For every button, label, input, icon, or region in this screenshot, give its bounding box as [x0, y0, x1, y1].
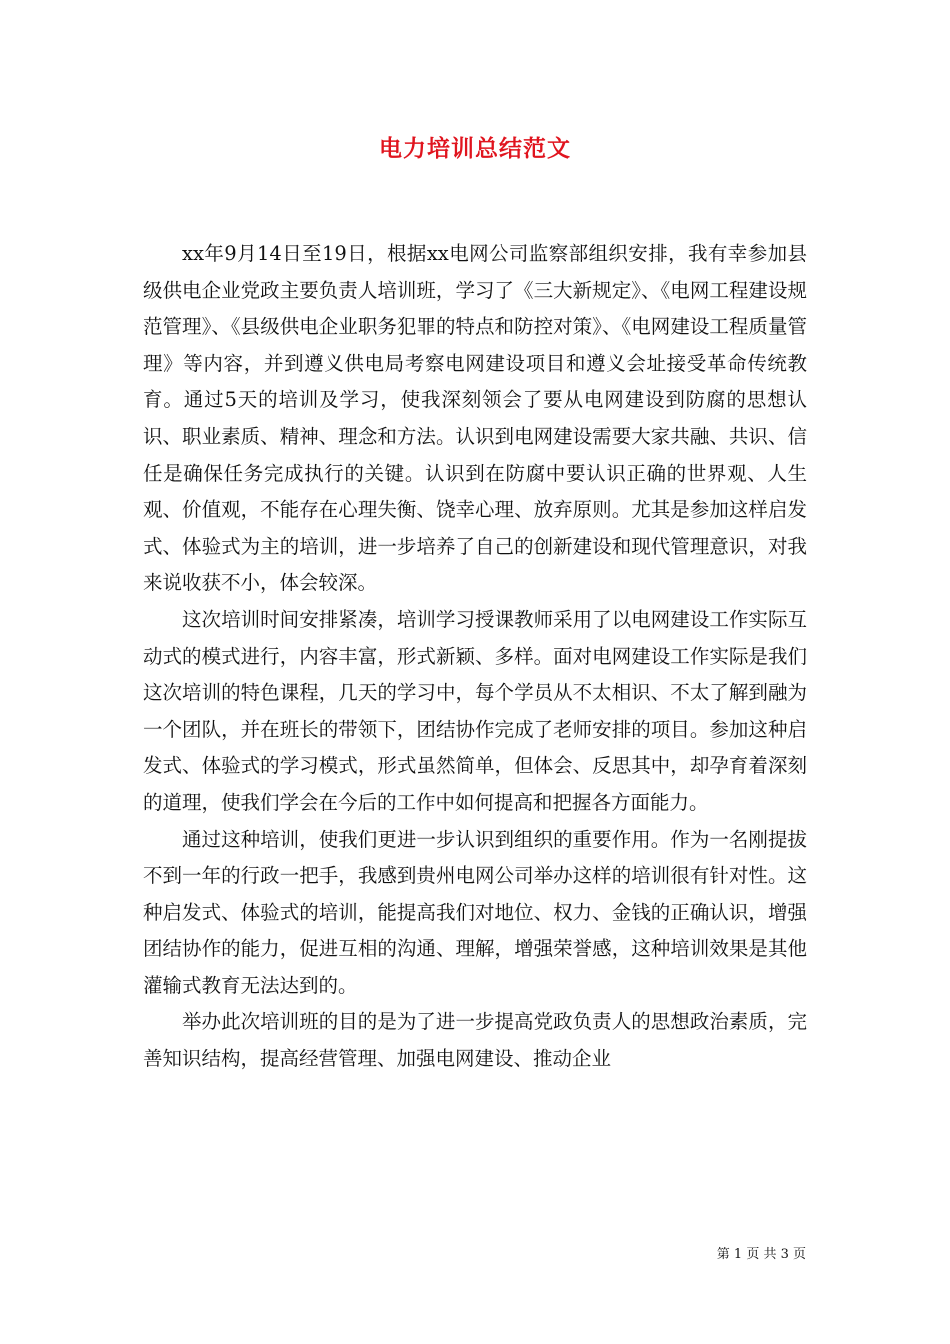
page-number-footer: 第 1 页 共 3 页	[716, 1247, 806, 1262]
document-title: 电力培训总结范文	[379, 135, 571, 162]
paragraph-1: xx年9月14日至19日，根据xx电网公司监察部组织安排，我有幸参加县级供电企业党政主要负责人培训班，学习了《三大新规定》、《电网工程建设规范管理》、《县级供电企业职务犯罪的特点和防控对策》、《电网建设工程质量管理》等内容，并到遵义供电局考察电网建设项目和遵义会址接受革命传统教育。通过5天的培训及学习，使我深刻领会了要从电网建设到防腐的思想认识、职业素质、精神、理念和方法。认识到电网建设需要大家共融、共识、信任是确保任务完成执行的关键。认识到在防腐中要认识正确的世界观、人生观、价值观，不能存在心理失衡、饶幸心理、放弃原则。尤其是参加这样启发式、体验式为主的培训，进一步培养了自己的创新建设和现代管理意识，对我来说收获不小，体会较深。	[143, 242, 807, 595]
paragraph-4: 举办此次培训班的目的是为了进一步提高党政负责人的思想政治素质，完善知识结构，提高经营管理、加强电网建设、推动企业	[143, 1010, 807, 1071]
paragraph-2: 这次培训时间安排紧凑，培训学习授课教师采用了以电网建设工作实际互动式的模式进行，内容丰富，形式新颖、多样。面对电网建设工作实际是我们这次培训的特色课程，几天的学习中，每个学员从不太相识、不太了解到融为一个团队，并在班长的带领下，团结协作完成了老师安排的项目。参加这种启发式、体验式的学习模式，形式虽然简单，但体会、反思其中，却孕育着深刻的道理，使我们学会在今后的工作中如何提高和把握各方面能力。	[143, 607, 807, 814]
paragraph-3: 通过这种培训，使我们更进一步认识到组织的重要作用。作为一名刚提拔不到一年的行政一把手，我感到贵州电网公司举办这样的培训很有针对性。这种启发式、体验式的培训，能提高我们对地位、权力、金钱的正确认识，增强团结协作的能力，促进互相的沟通、理解，增强荣誉感，这种培训效果是其他灌输式教育无法达到的。	[143, 827, 807, 997]
document-body	[143, 236, 807, 1078]
